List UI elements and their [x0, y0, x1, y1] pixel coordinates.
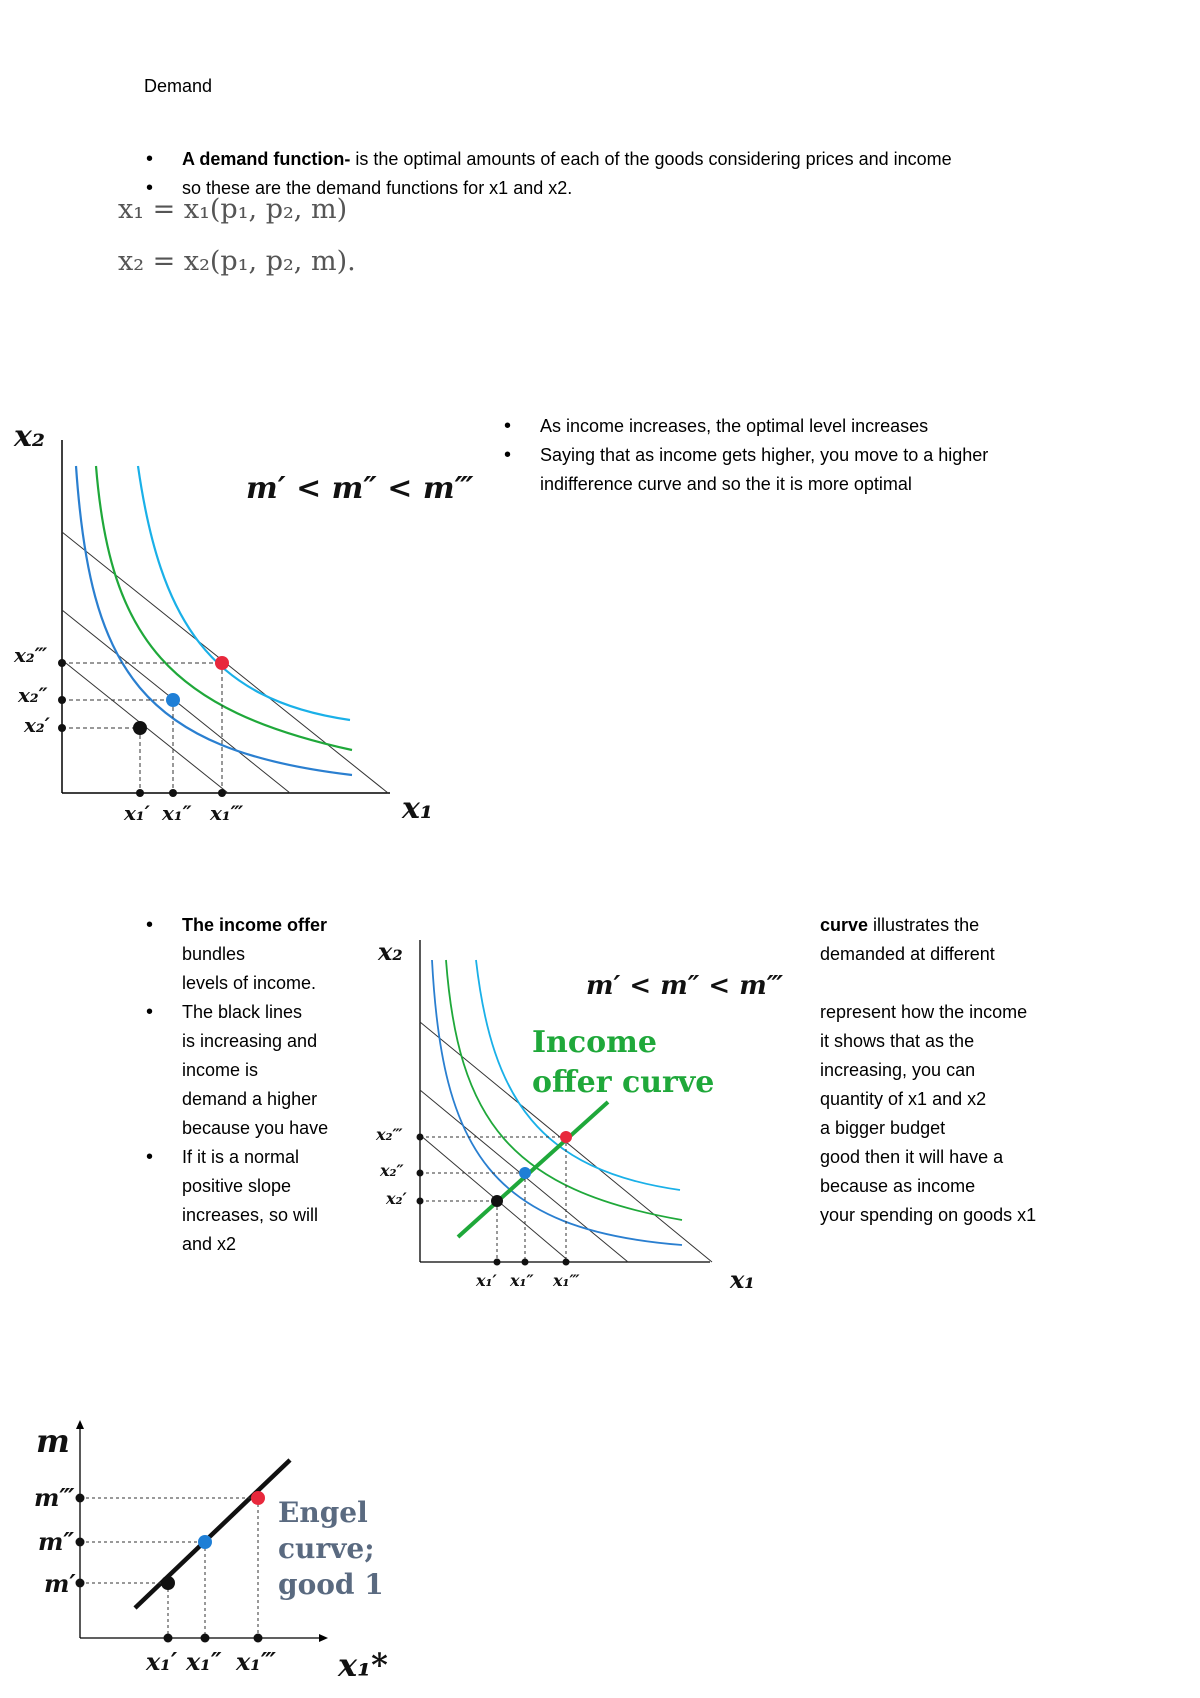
tick-dot: [417, 1170, 424, 1177]
list-item: • As income increases, the optimal level increases: [504, 412, 988, 441]
text-line: because as income: [820, 1176, 976, 1196]
y-axis-arrow-icon: [76, 1420, 84, 1429]
optimal-point-3: [215, 656, 229, 670]
tick-dot: [417, 1134, 424, 1141]
text-line: represent how the income: [820, 1002, 1028, 1022]
optimal-point-3: [560, 1131, 572, 1143]
text-line: it shows that as the: [820, 1031, 975, 1051]
list-item: • so these are the demand functions for x1 and x2.: [146, 174, 952, 203]
y-axis-label: m: [36, 1422, 70, 1460]
tick-dot: [58, 659, 66, 667]
income-condition: m′ < m″ < m‴: [586, 971, 784, 1001]
indifference-curve-1: [76, 466, 352, 775]
y-tick-label: x₂′: [24, 713, 50, 737]
x-axis-label: x₁*: [338, 1646, 388, 1684]
tick-dot: [254, 1634, 263, 1643]
list-item: positive slope: [182, 1176, 292, 1196]
equation-x1: x₁ = x₁(p₁, p₂, m): [118, 194, 348, 225]
tick-dot: [522, 1259, 529, 1266]
tick-dot: [201, 1634, 210, 1643]
x-axis-label: x₁: [730, 1265, 755, 1294]
text-line: increasing, you can: [820, 1060, 976, 1080]
engel-point-1: [161, 1576, 175, 1590]
income-offer-left-column: [146, 911, 328, 1259]
tick-dot: [76, 1494, 85, 1503]
x-axis-arrow-icon: [319, 1634, 328, 1642]
text-line: demanded at different: [820, 944, 995, 964]
text-line: your spending on goods x1: [820, 1205, 1037, 1225]
x-tick-label: x₁‴: [210, 801, 244, 825]
tick-dot: [417, 1198, 424, 1205]
tick-dot: [494, 1259, 501, 1266]
list-item: bundles: [182, 944, 246, 964]
x-tick-label: x₁′: [124, 801, 150, 825]
y-tick-label: x₂‴: [14, 643, 48, 667]
y-tick-label: x₂″: [18, 683, 48, 707]
list-item: • If it is a normal: [146, 1143, 328, 1172]
page-title: Demand: [144, 76, 213, 96]
income-change-diagram: [0, 410, 500, 840]
engel-curve-label: Engel: [278, 1496, 368, 1529]
y-tick-label: x₂‴: [376, 1125, 403, 1144]
list-item: • A demand function- is the optimal amounts of each of the goods considering prices and income: [146, 145, 952, 174]
equation-x2: x₂ = x₂(p₁, p₂, m).: [118, 246, 356, 277]
tick-dot: [164, 1634, 173, 1643]
indifference-curve-1: [432, 960, 682, 1245]
engel-point-2: [198, 1535, 212, 1549]
x-tick-label: x₁‴: [236, 1647, 276, 1676]
tick-dot: [218, 789, 226, 797]
optimal-point-1: [133, 721, 147, 735]
tick-dot: [169, 789, 177, 797]
tick-dot: [76, 1579, 85, 1588]
x-axis-label: x₁: [402, 791, 434, 826]
y-tick-label: m′: [44, 1569, 76, 1598]
list-item: because you have: [182, 1118, 329, 1138]
x-tick-label: x₁′: [146, 1647, 178, 1676]
optimal-point-2: [519, 1167, 531, 1179]
list-item: and x2: [182, 1234, 237, 1254]
income-condition: m′ < m″ < m‴: [246, 471, 474, 506]
list-item: increases, so will: [182, 1205, 319, 1225]
x-tick-label: x₁′: [476, 1271, 497, 1290]
engel-curve-diagram: [20, 1420, 440, 1690]
x-tick-label: x₁″: [186, 1647, 222, 1676]
text-line: good then it will have a: [820, 1147, 1004, 1167]
list-item: is increasing and: [182, 1031, 318, 1051]
y-tick-label: x₂″: [380, 1161, 404, 1180]
engel-curve-label: curve;: [278, 1532, 375, 1565]
list-item: income is: [182, 1060, 259, 1080]
text-line: [820, 969, 1036, 998]
y-tick-label: m″: [38, 1527, 75, 1556]
tick-dot: [58, 724, 66, 732]
income-offer-curve-label: offer curve: [532, 1065, 715, 1100]
engel-curve-label: good 1: [278, 1568, 384, 1601]
y-axis-label: x₂: [378, 937, 403, 966]
tick-dot: [76, 1538, 85, 1547]
income-offer-curve-label: Income: [532, 1025, 657, 1060]
x-tick-label: x₁‴: [553, 1271, 580, 1290]
text-line: a bigger budget: [820, 1118, 946, 1138]
text-line: curve illustrates the: [820, 915, 980, 935]
tick-dot: [136, 789, 144, 797]
y-tick-label: m‴: [34, 1483, 75, 1512]
engel-point-3: [251, 1491, 265, 1505]
income-offer-right-column: [820, 911, 1036, 1230]
tick-dot: [563, 1259, 570, 1266]
list-item: demand a higher: [182, 1089, 318, 1109]
list-item: • The black lines: [146, 998, 328, 1027]
engel-curve-line: [135, 1460, 290, 1608]
income-bullet-list: [504, 412, 988, 499]
tick-dot: [58, 696, 66, 704]
text-line: quantity of x1 and x2: [820, 1089, 987, 1109]
list-item: • Saying that as income gets higher, you move to a higher: [504, 441, 988, 470]
indifference-curve-2: [96, 466, 352, 750]
optimal-point-1: [491, 1195, 503, 1207]
optimal-point-2: [166, 693, 180, 707]
list-item: indifference curve and so the it is more optimal: [540, 474, 912, 494]
y-axis-label: x₂: [14, 419, 46, 454]
x-tick-label: x₁″: [510, 1271, 534, 1290]
x-tick-label: x₁″: [162, 801, 192, 825]
income-offer-curve-diagram: [370, 930, 790, 1300]
list-item: • The income offer: [146, 911, 328, 940]
y-tick-label: x₂′: [386, 1189, 407, 1208]
list-item: levels of income.: [182, 973, 317, 993]
